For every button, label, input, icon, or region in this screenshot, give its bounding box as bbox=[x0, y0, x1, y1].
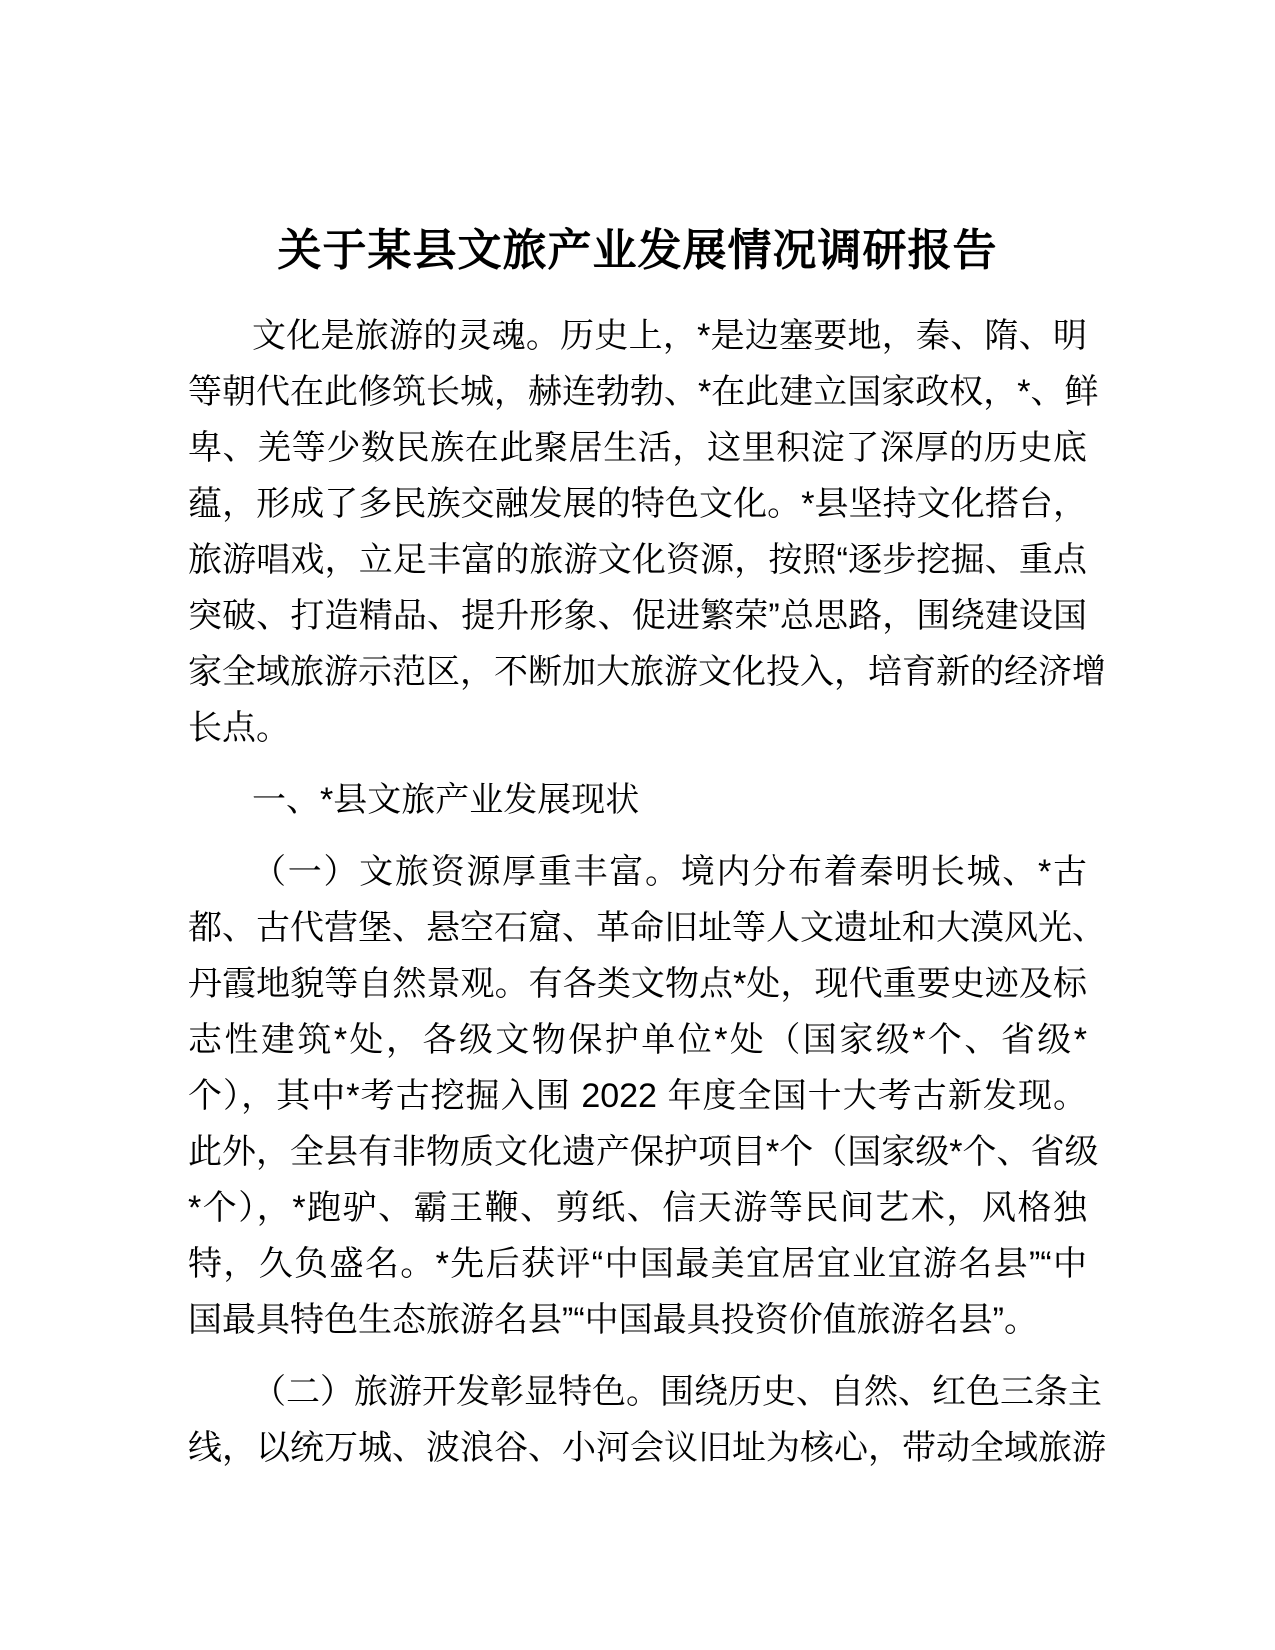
paragraph-line: （二）旅游开发彰显特色。围绕历史、自然、红色三条主 bbox=[252, 1373, 1102, 1411]
paragraph bbox=[188, 1364, 1106, 1476]
paragraph-line: 旅游唱戏，立足丰富的旅游文化资源，按照“逐步挖掘、重点 bbox=[188, 541, 1087, 579]
paragraph-line: 都、古代营堡、悬空石窟、革命旧址等人文遗址和大漠风光、 bbox=[188, 909, 1106, 947]
paragraph-line: *个），*跑驴、霸王鞭、剪纸、信天游等民间艺术，风格独 bbox=[188, 1189, 1087, 1227]
paragraph-line: 家全域旅游示范区，不断加大旅游文化投入，培育新的经济增 bbox=[188, 653, 1106, 691]
heading-line: 一、*县文旅产业发展现状 bbox=[252, 781, 640, 819]
document-body bbox=[188, 308, 1106, 1476]
section-heading bbox=[188, 772, 1087, 828]
document-title: 关于某县文旅产业发展情况调研报告 bbox=[277, 226, 998, 275]
document-content bbox=[188, 226, 1106, 1476]
paragraph-line: （一）文旅资源厚重丰富。境内分布着秦明长城、*古 bbox=[252, 853, 1087, 891]
paragraph-line: 丹霞地貌等自然景观。有各类文物点*处，现代重要史迹及标 bbox=[188, 965, 1087, 1003]
paragraph-line: 卑、羌等少数民族在此聚居生活，这里积淀了深厚的历史底 bbox=[188, 429, 1087, 467]
paragraph bbox=[188, 308, 1106, 756]
paragraph-line: 此外，全县有非物质文化遗产保护项目*个（国家级*个、省级 bbox=[188, 1133, 1099, 1171]
paragraph-line: 个），其中*考古挖掘入围 2022 年度全国十大考古新发现。 bbox=[188, 1077, 1087, 1115]
paragraph-line: 突破、打造精品、提升形象、促进繁荣”总思路，围绕建设国 bbox=[188, 597, 1087, 635]
paragraph-line: 等朝代在此修筑长城，赫连勃勃、*在此建立国家政权，*、鲜 bbox=[188, 373, 1099, 411]
paragraph-line: 线，以统万城、波浪谷、小河会议旧址为核心，带动全域旅游 bbox=[188, 1429, 1106, 1467]
paragraph-line: 蕴，形成了多民族交融发展的特色文化。*县坚持文化搭台， bbox=[188, 485, 1087, 523]
paragraph-line: 国最具特色生态旅游名县”“中国最具投资价值旅游名县”。 bbox=[188, 1301, 1038, 1339]
paragraph-line: 志性建筑*处，各级文物保护单位*处（国家级*个、省级* bbox=[188, 1021, 1087, 1059]
paragraph-line: 文化是旅游的灵魂。历史上，*是边塞要地，秦、隋、明 bbox=[252, 317, 1087, 355]
paragraph-line: 特，久负盛名。*先后获评“中国最美宜居宜业宜游名县”“中 bbox=[188, 1245, 1087, 1283]
paragraph bbox=[188, 844, 1106, 1348]
paragraph-line: 长点。 bbox=[188, 709, 290, 747]
